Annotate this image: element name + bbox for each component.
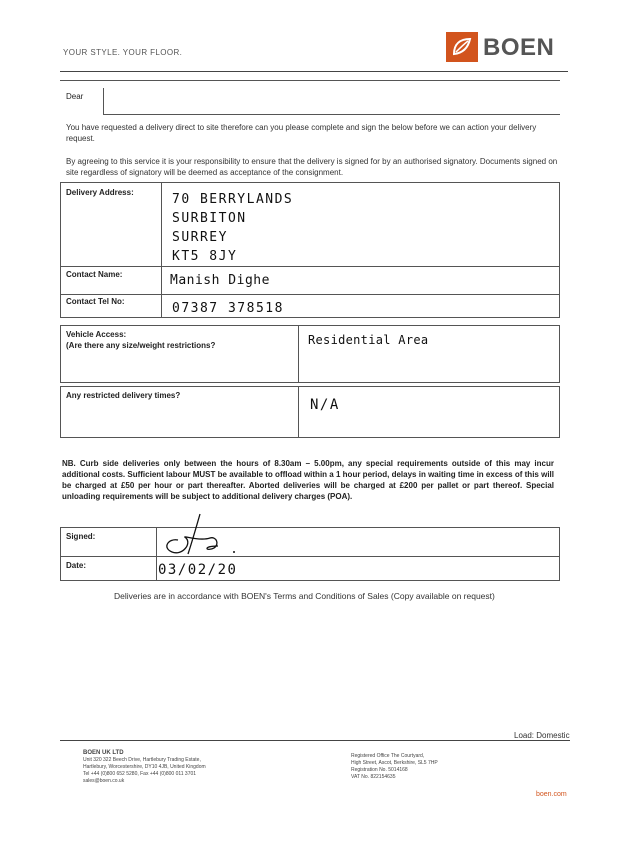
address-line: Hartlebury, Worcestershire, DY10 4JB, United Kingdom bbox=[83, 764, 206, 770]
reg-line: Registration No. 5014168 bbox=[351, 767, 408, 773]
load-type: Load: Domestic bbox=[514, 731, 570, 740]
tagline: YOUR STYLE. YOUR FLOOR. bbox=[63, 48, 183, 57]
header-divider bbox=[60, 71, 568, 72]
date-label: Date: bbox=[66, 561, 87, 570]
vehicle-access-answer[interactable]: Residential Area bbox=[308, 333, 429, 347]
dear-top-line bbox=[60, 80, 560, 81]
restricted-times-divider bbox=[298, 386, 299, 437]
footer-divider bbox=[60, 740, 570, 741]
row-line-1 bbox=[60, 266, 560, 267]
delivery-address-label: Delivery Address: bbox=[66, 188, 134, 197]
contact-name-label: Contact Name: bbox=[66, 270, 123, 279]
contact-tel-value[interactable]: 07387 378518 bbox=[172, 301, 284, 316]
website-link[interactable]: boen.com bbox=[536, 791, 567, 798]
vehicle-access-question: (Are there any size/weight restrictions? bbox=[66, 341, 216, 350]
address-line: Tel +44 (0)800 652 5280, Fax +44 (0)800 011 3701 bbox=[83, 771, 197, 777]
brand-name: BOEN bbox=[483, 34, 555, 61]
address-line: SURREY bbox=[172, 230, 228, 245]
signature-divider bbox=[156, 527, 157, 580]
contact-table-divider bbox=[161, 182, 162, 317]
nb-notice: NB. Curb side deliveries only between the hours of 8.30am – 5.00pm, any special requirements outside of this may incur additional costs. Sufficient labour MUST be available to offload within a 1 hour period, delays in waiting time in excess of this will be charged at £50 per hour or part thereafter. Aborted deliveries will be charged at £200 per pallet or part thereof. Special unloading requirements will be subject to additional delivery charges (POA). bbox=[62, 459, 554, 501]
dear-label: Dear bbox=[66, 92, 84, 101]
date-value[interactable]: 03/02/20 bbox=[158, 562, 238, 578]
address-line: KT5 8JY bbox=[172, 249, 238, 264]
signed-label: Signed: bbox=[66, 532, 96, 541]
registered-office-block bbox=[351, 753, 438, 781]
company-address-block bbox=[83, 750, 206, 785]
address-line: 70 BERRYLANDS bbox=[172, 192, 294, 207]
email-link[interactable]: sales@boen.co.uk bbox=[83, 778, 125, 784]
terms-note: Deliveries are in accordance with BOEN's Terms and Conditions of Sales (Copy available on request) bbox=[114, 591, 495, 601]
boen-leaf-icon bbox=[446, 32, 478, 62]
vehicle-access-divider bbox=[298, 325, 299, 382]
reg-line: VAT No. 822154635 bbox=[351, 774, 396, 780]
restricted-times-answer[interactable]: N/A bbox=[310, 397, 340, 413]
restricted-times-label: Any restricted delivery times? bbox=[66, 391, 181, 400]
delivery-address-value[interactable] bbox=[172, 190, 293, 266]
contact-table bbox=[60, 182, 560, 318]
address-line: Unit 320 322 Beech Drive, Hartlebury Trading Estate, bbox=[83, 757, 201, 763]
contact-name-value[interactable]: Manish Dighe bbox=[170, 273, 270, 288]
reg-line: Registered Office The Courtyard, bbox=[351, 753, 425, 759]
intro-paragraph-1: You have requested a delivery direct to site therefore can you please complete and sign the below before we can action your delivery request. bbox=[66, 123, 537, 143]
dear-field[interactable] bbox=[103, 88, 560, 115]
reg-line: High Street, Ascot, Berkshire, SL5 7HP bbox=[351, 760, 438, 766]
row-line-2 bbox=[60, 294, 560, 295]
contact-tel-label: Contact Tel No: bbox=[66, 297, 125, 306]
signature-box bbox=[60, 527, 560, 581]
intro-paragraph-2: By agreeing to this service it is your responsibility to ensure that the delivery is signed for by an authorised signatory. Documents signed on site regardless of signatory will be deemed as acceptance of the consignment. bbox=[66, 157, 558, 177]
vehicle-access-label: Vehicle Access: bbox=[66, 330, 127, 339]
signature-row-line bbox=[60, 556, 560, 557]
handwritten-signature[interactable] bbox=[158, 508, 248, 558]
address-line: SURBITON bbox=[172, 211, 247, 226]
company-name: BOEN UK LTD bbox=[83, 750, 124, 756]
